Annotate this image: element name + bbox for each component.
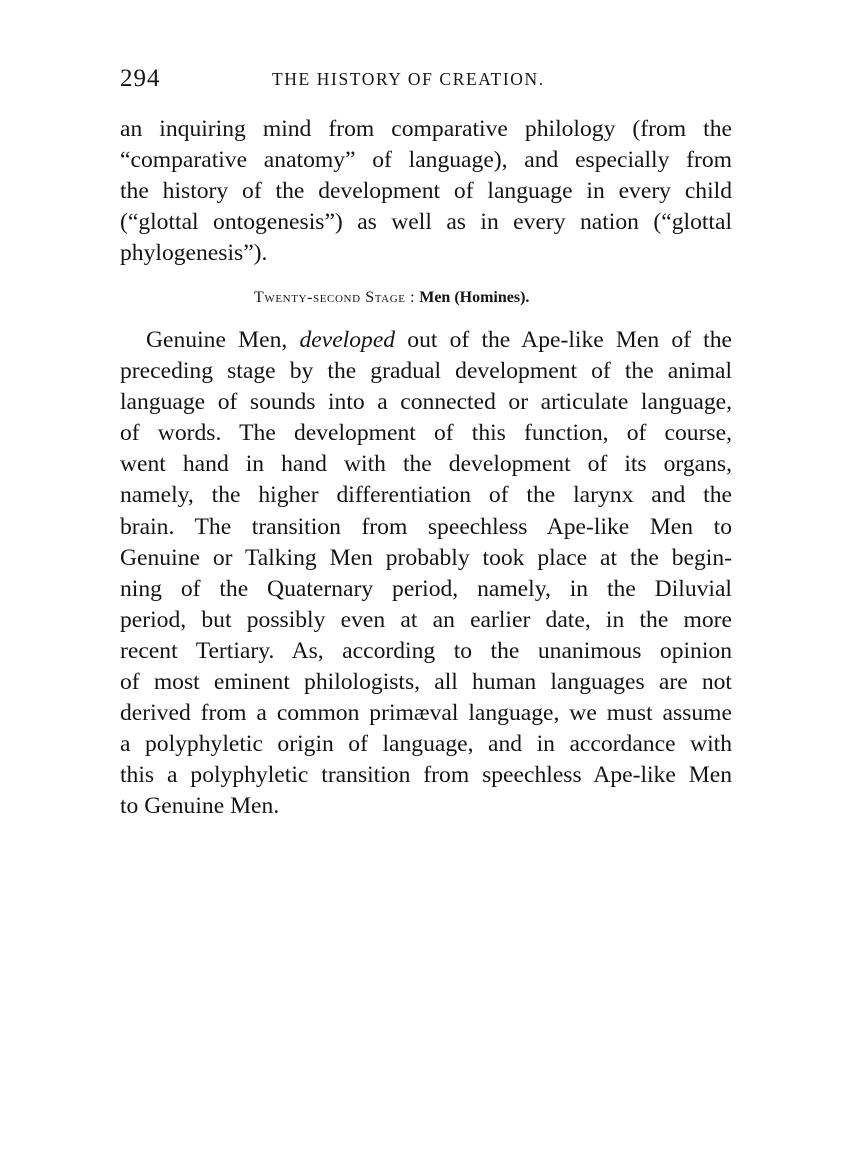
text-line: (“glottal ontogenesis”) as well as in every nation (“glottal <box>120 209 732 236</box>
line-start: Genuine Men, <box>146 327 300 353</box>
text-line: to Genuine Men. <box>120 793 280 820</box>
stage-label: Twenty-second Stage : <box>254 289 416 306</box>
text-line: the history of the development of language in every child <box>120 178 732 205</box>
text-line: of words. The development of this function, of course, <box>120 420 732 447</box>
page-number: 294 <box>120 65 161 92</box>
text-line: this a polyphyletic transition from speechless Ape-like Men <box>120 762 732 789</box>
stage-name: Men (Homines). <box>419 289 530 306</box>
section-heading <box>254 286 529 310</box>
paragraph-continuation <box>120 114 732 269</box>
text-line: recent Tertiary. As, according to the unanimous opinion <box>120 637 732 664</box>
running-head: THE HISTORY OF CREATION. <box>272 69 545 89</box>
text-line: phylogenesis”). <box>120 240 268 267</box>
text-line: an inquiring mind from comparative philology (from the <box>120 116 732 142</box>
text-line: period, but possibly even at an earlier date, in the more <box>120 606 732 633</box>
text-line: went hand in hand with the development of its organs, <box>120 451 732 478</box>
text-line: preceding stage by the gradual development of the animal <box>120 358 732 385</box>
page-header <box>120 62 732 96</box>
paragraph-genuine-men <box>120 325 732 823</box>
text-line: namely, the higher differentiation of the larynx and the <box>120 482 732 509</box>
text-line: Genuine or Talking Men probably took place at the begin- <box>120 544 732 571</box>
text-line: derived from a common primæval language, we must assume <box>120 700 732 727</box>
text-line: language of sounds into a connected or articulate language, <box>120 389 732 416</box>
text-line: “comparative anatomy” of language), and especially from <box>120 147 732 174</box>
line-end: out of the Ape-like Men of the <box>395 327 732 353</box>
text-line-first <box>120 325 732 356</box>
text-line: a polyphyletic origin of language, and in accordance with <box>120 731 732 758</box>
text-line: ning of the Quaternary period, namely, in the Diluvial <box>120 575 732 602</box>
emphasis-word: developed <box>299 327 396 353</box>
text-line: of most eminent philologists, all human languages are not <box>120 669 732 696</box>
text-line: brain. The transition from speechless Ape-like Men to <box>120 513 732 540</box>
